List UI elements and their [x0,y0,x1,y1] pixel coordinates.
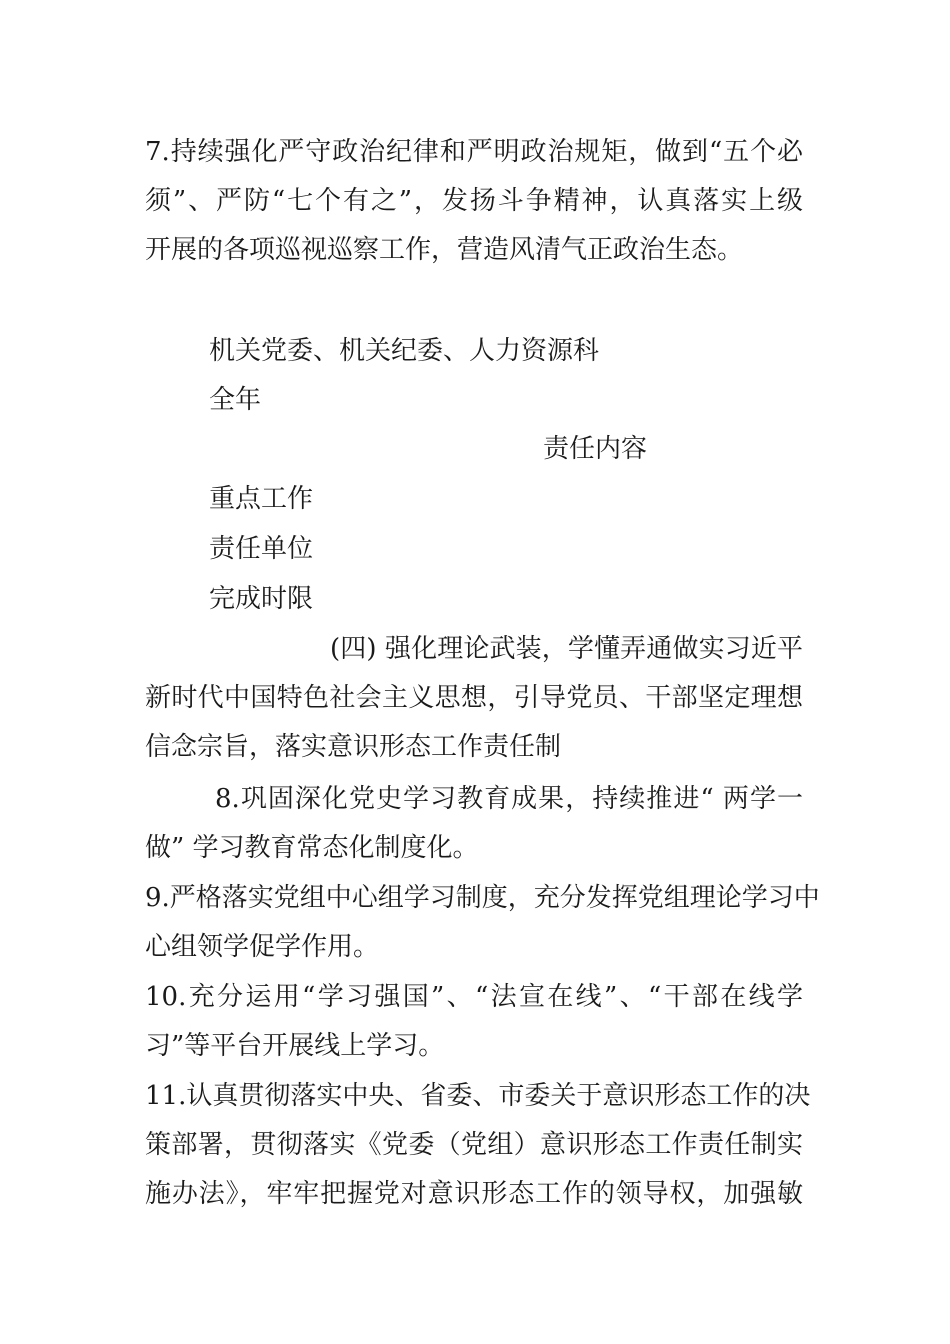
item9-line-2: 心组领学促学作用。 [145,932,380,962]
responsible-unit-value: 机关党委、机关纪委、人力资源科 [209,336,600,366]
content-header: 责任内容 [543,434,648,464]
item11-line-1: 11.认真贯彻落实中央、省委、市委关于意识形态工作的决 [145,1081,811,1111]
deadline-header: 完成时限 [209,584,314,614]
item9-line-1: 9.严格落实党组中心组学习制度，充分发挥党组理论学习中 [145,883,820,913]
responsible-unit-header: 责任单位 [209,534,314,564]
item7-line-3: 开展的各项巡视巡察工作，营造风清气正政治生态。 [145,235,744,265]
item7-line-1: 7.持续强化严守政治纪律和严明政治规矩，做到“五个必 [145,137,803,167]
key-work-header: 重点工作 [209,484,314,514]
section4-line-3: 信念宗旨，落实意识形态工作责任制 [145,732,562,762]
item8-line-1: 8.巩固深化党史学习教育成果，持续推进“ 两学一 [215,784,803,814]
item11-line-2: 策部署，贯彻落实《党委（党组）意识形态工作责任制实 [145,1130,803,1160]
item7-line-2: 须”、严防“七个有之”，发扬斗争精神，认真落实上级 [145,186,803,216]
item11-line-3: 施办法》，牢牢把握党对意识形态工作的领导权，加强敏 [145,1179,803,1209]
item8-line-2: 做” 学习教育常态化制度化。 [145,833,479,863]
item10-line-2: 习”等平台开展线上学习。 [145,1031,445,1061]
section4-line-2: 新时代中国特色社会主义思想，引导党员、干部坚定理想 [145,683,803,713]
deadline-value: 全年 [209,385,262,415]
section4-line-1: (四) 强化理论武装，学懂弄通做实习近平 [330,634,803,664]
item10-line-1: 10.充分运用“学习强国”、“法宣在线”、“干部在线学 [145,982,803,1012]
